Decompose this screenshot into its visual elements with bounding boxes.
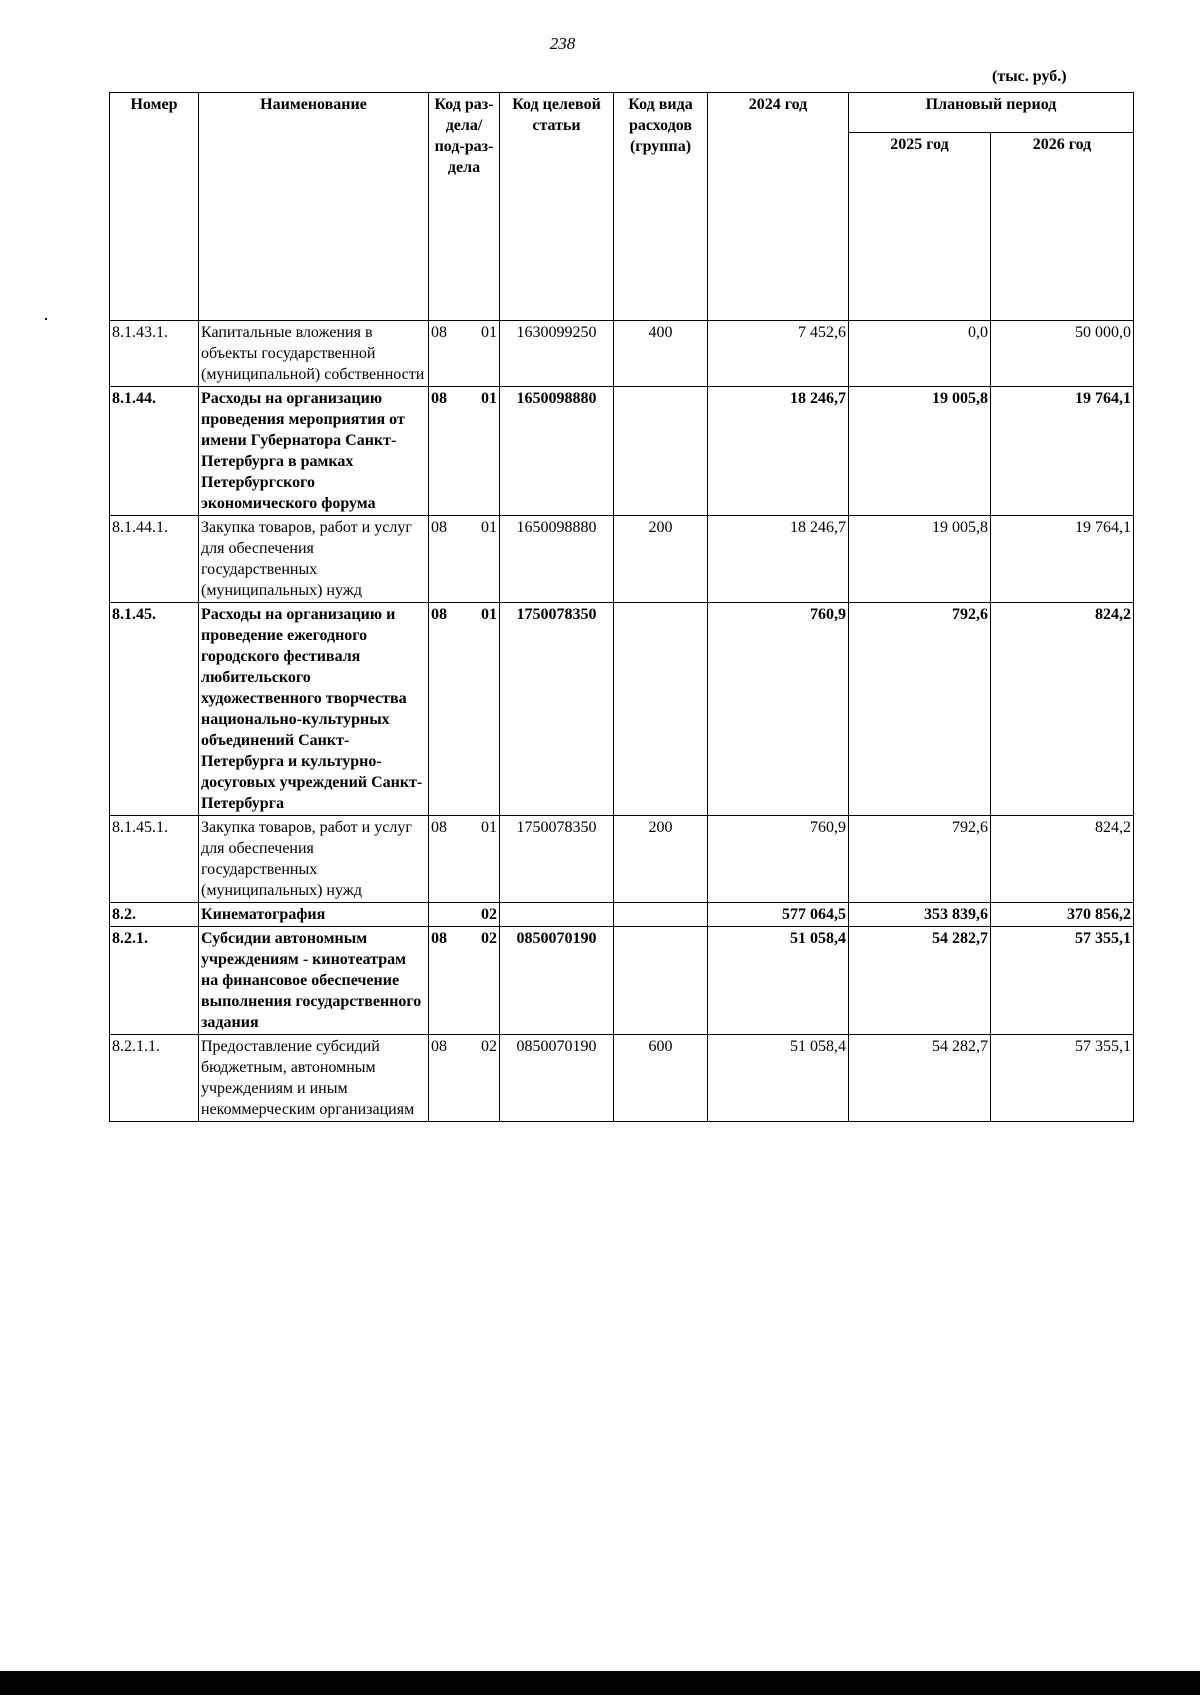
row-section-cell bbox=[429, 516, 500, 603]
row-expense: 200 bbox=[614, 516, 708, 603]
row-2025: 792,6 bbox=[849, 816, 991, 903]
page-number: 238 bbox=[549, 34, 576, 53]
row-number: 8.1.45.1. bbox=[110, 816, 199, 903]
row-number: 8.1.43.1. bbox=[110, 321, 199, 387]
row-number: 8.2.1. bbox=[110, 927, 199, 1035]
scan-bottom-border bbox=[0, 1671, 1200, 1695]
row-2026: 824,2 bbox=[991, 603, 1134, 816]
header-target-code: Код целевой статьи bbox=[500, 93, 614, 321]
row-2025: 792,6 bbox=[849, 603, 991, 816]
header-number: Номер bbox=[110, 93, 199, 321]
scan-dot bbox=[45, 318, 47, 320]
units-label: (тыс. руб.) bbox=[992, 68, 1067, 85]
row-2024: 18 246,7 bbox=[708, 516, 849, 603]
row-2024: 7 452,6 bbox=[708, 321, 849, 387]
row-target: 1750078350 bbox=[500, 816, 614, 903]
row-section: 08 bbox=[431, 519, 447, 536]
table-row bbox=[110, 903, 1134, 927]
row-number: 8.2.1.1. bbox=[110, 1035, 199, 1122]
row-section-cell bbox=[429, 321, 500, 387]
row-name: Закупка товаров, работ и услуг для обеспечения государственных (муниципальных) нужд bbox=[199, 516, 429, 603]
row-2025: 353 839,6 bbox=[849, 903, 991, 927]
row-subsection: 02 bbox=[481, 906, 497, 923]
row-expense: 200 bbox=[614, 816, 708, 903]
row-2024: 51 058,4 bbox=[708, 1035, 849, 1122]
row-expense bbox=[614, 387, 708, 516]
row-2024: 760,9 bbox=[708, 603, 849, 816]
row-section-cell bbox=[429, 903, 500, 927]
row-name: Закупка товаров, работ и услуг для обеспечения государственных (муниципальных) нужд bbox=[199, 816, 429, 903]
row-subsection: 01 bbox=[481, 390, 497, 407]
row-section-cell bbox=[429, 927, 500, 1035]
row-expense: 600 bbox=[614, 1035, 708, 1122]
row-2025: 0,0 bbox=[849, 321, 991, 387]
row-subsection: 01 bbox=[481, 324, 497, 341]
header-year-2024: 2024 год bbox=[708, 93, 849, 321]
row-name: Субсидии автономным учреждениям - кинотеатрам на финансовое обеспечение выполнения государственного задания bbox=[199, 927, 429, 1035]
row-name: Кинематография bbox=[199, 903, 429, 927]
row-target: 1650098880 bbox=[500, 516, 614, 603]
row-number: 8.1.45. bbox=[110, 603, 199, 816]
row-2024: 577 064,5 bbox=[708, 903, 849, 927]
row-expense bbox=[614, 603, 708, 816]
row-section: 08 bbox=[431, 606, 447, 623]
row-section-cell bbox=[429, 816, 500, 903]
table-row bbox=[110, 816, 1134, 903]
row-2025: 19 005,8 bbox=[849, 387, 991, 516]
budget-table bbox=[109, 92, 1134, 1122]
row-target: 1630099250 bbox=[500, 321, 614, 387]
row-2026: 19 764,1 bbox=[991, 387, 1134, 516]
header-expense-type: Код вида расходов (группа) bbox=[614, 93, 708, 321]
table-row bbox=[110, 927, 1134, 1035]
row-subsection: 01 bbox=[481, 519, 497, 536]
table-row bbox=[110, 387, 1134, 516]
row-2025: 19 005,8 bbox=[849, 516, 991, 603]
row-expense bbox=[614, 927, 708, 1035]
row-2026: 824,2 bbox=[991, 816, 1134, 903]
table-row bbox=[110, 1035, 1134, 1122]
row-2025: 54 282,7 bbox=[849, 927, 991, 1035]
row-section: 08 bbox=[431, 1038, 447, 1055]
header-name: Наименование bbox=[199, 93, 429, 321]
row-2026: 19 764,1 bbox=[991, 516, 1134, 603]
row-target: 1750078350 bbox=[500, 603, 614, 816]
row-number: 8.2. bbox=[110, 903, 199, 927]
row-section-cell bbox=[429, 603, 500, 816]
header-year-2026: 2026 год bbox=[991, 133, 1134, 321]
row-2026: 57 355,1 bbox=[991, 1035, 1134, 1122]
row-target: 1650098880 bbox=[500, 387, 614, 516]
header-year-2025: 2025 год bbox=[849, 133, 991, 321]
row-expense: 400 bbox=[614, 321, 708, 387]
row-2026: 50 000,0 bbox=[991, 321, 1134, 387]
row-target bbox=[500, 903, 614, 927]
row-target: 0850070190 bbox=[500, 927, 614, 1035]
row-name: Расходы на организацию и проведение ежегодного городского фестиваля любительского художественного творчества национально-культурных объединений Санкт-Петербурга и культурно-досуговых учреждений Санкт-Петербурга bbox=[199, 603, 429, 816]
row-2024: 51 058,4 bbox=[708, 927, 849, 1035]
row-2026: 370 856,2 bbox=[991, 903, 1134, 927]
table-row bbox=[110, 516, 1134, 603]
row-2024: 18 246,7 bbox=[708, 387, 849, 516]
row-section: 08 bbox=[431, 819, 447, 836]
row-number: 8.1.44.1. bbox=[110, 516, 199, 603]
row-name: Предоставление субсидий бюджетным, автономным учреждениям и иным некоммерческим организациям bbox=[199, 1035, 429, 1122]
row-section-cell bbox=[429, 387, 500, 516]
row-2026: 57 355,1 bbox=[991, 927, 1134, 1035]
table-row bbox=[110, 321, 1134, 387]
row-2025: 54 282,7 bbox=[849, 1035, 991, 1122]
row-subsection: 01 bbox=[481, 819, 497, 836]
row-target: 0850070190 bbox=[500, 1035, 614, 1122]
row-section-cell bbox=[429, 1035, 500, 1122]
row-section: 08 bbox=[431, 324, 447, 341]
row-name: Расходы на организацию проведения мероприятия от имени Губернатора Санкт-Петербурга в рамках Петербургского экономического форума bbox=[199, 387, 429, 516]
row-name: Капитальные вложения в объекты государственной (муниципальной) собственности bbox=[199, 321, 429, 387]
header-planning-period: Плановый период bbox=[849, 93, 1134, 133]
row-expense bbox=[614, 903, 708, 927]
row-subsection: 02 bbox=[481, 930, 497, 947]
row-section: 08 bbox=[431, 930, 447, 947]
row-number: 8.1.44. bbox=[110, 387, 199, 516]
row-2024: 760,9 bbox=[708, 816, 849, 903]
row-subsection: 01 bbox=[481, 606, 497, 623]
table-row bbox=[110, 603, 1134, 816]
row-subsection: 02 bbox=[481, 1038, 497, 1055]
header-section-code: Код раз-дела/ под-раз-дела bbox=[429, 93, 500, 321]
row-section: 08 bbox=[431, 390, 447, 407]
